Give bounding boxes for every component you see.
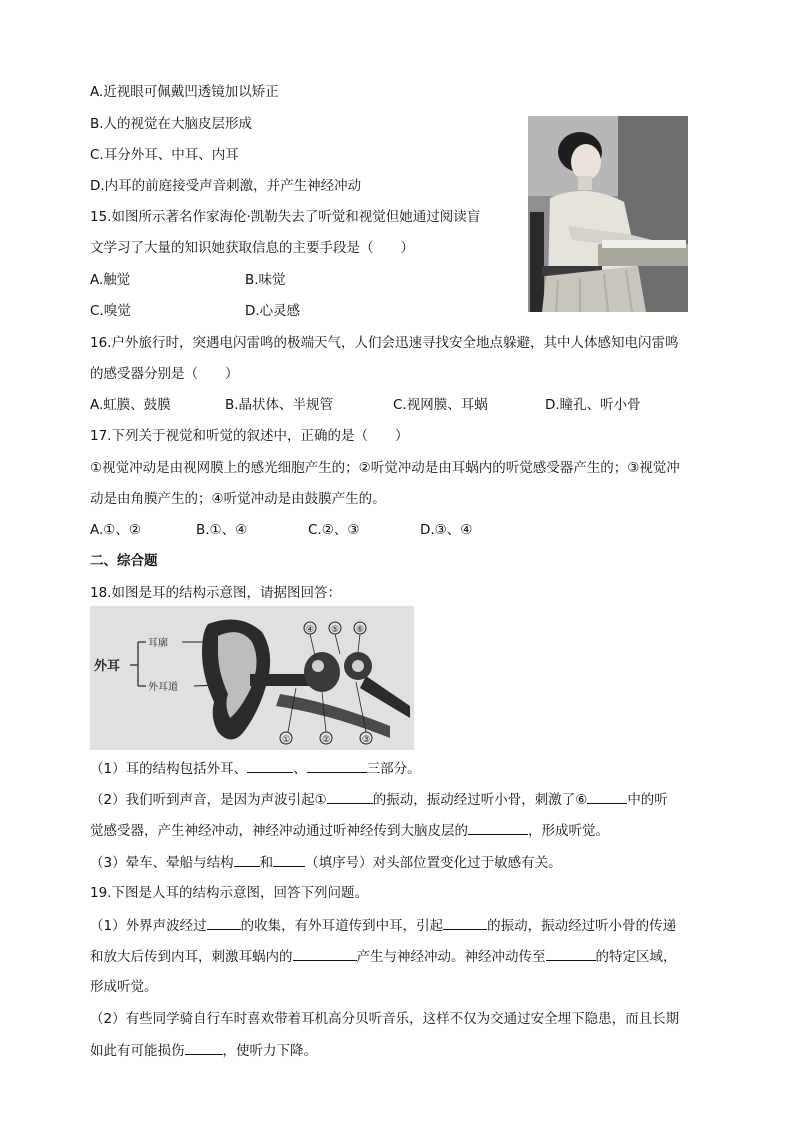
q15-option-a: A.触觉 (90, 272, 131, 288)
q19-part1-text-c: 的振动，振动经过听小骨的传递 (487, 918, 677, 934)
q18-part1-text-b: 、 (293, 761, 307, 777)
q18-part1-text-a: （1）耳的结构包括外耳、 (90, 761, 248, 777)
marker-4: ④ (306, 625, 315, 635)
q14-option-b: B.人的视觉在大脑皮层形成 (90, 116, 253, 132)
q19-part1-text-f: 的特定区域， (595, 949, 677, 965)
q19-part1-line2 (90, 946, 677, 967)
q14-option-c: C.耳分外耳、中耳、内耳 (90, 147, 239, 163)
q18-part2-text-b: 的振动，振动经过听小骨，刺激了⑥ (372, 792, 588, 808)
answer-blank[interactable] (247, 758, 293, 773)
q18-part1 (90, 758, 421, 779)
answer-blank[interactable] (185, 1040, 223, 1055)
q17-option-c: C.②、③ (308, 522, 360, 538)
answer-blank[interactable] (587, 789, 627, 804)
q16-option-c: C.视网膜、耳蜗 (393, 397, 488, 413)
marker-1: ① (282, 735, 291, 745)
ear-diagram-illustration (90, 606, 414, 750)
answer-blank[interactable] (468, 820, 528, 835)
q15-option-d: D.心灵感 (245, 303, 301, 319)
answer-blank[interactable] (307, 758, 367, 773)
answer-blank[interactable] (207, 915, 241, 930)
q17-statement-line2: 动是由角膜产生的；④听觉冲动是由鼓膜产生的。 (90, 491, 386, 507)
q19-stem: 19.下图是人耳的结构示意图，回答下列问题。 (90, 885, 368, 901)
q19-part1-line1 (90, 915, 676, 936)
marker-6: ⑥ (356, 625, 365, 635)
q17-statement-line1: ①视觉冲动是由视网膜上的感光细胞产生的；②听觉冲动是由耳蜗内的听觉感受器产生的；③视觉冲 (90, 460, 680, 476)
outer-ear-label: 外耳 (94, 659, 121, 674)
q18-part3-text-a: （3）晕车、晕船与结构 (90, 855, 234, 871)
q16-option-d: D.瞳孔、听小骨 (545, 397, 641, 413)
q19-part2-text-c: ，使听力下降。 (222, 1043, 317, 1059)
q18-part2-line1 (90, 789, 668, 810)
q18-part3 (90, 852, 562, 873)
pinna-label: 耳廓 (148, 638, 168, 649)
q18-part1-text-c: 三部分。 (366, 761, 421, 777)
ear-canal-label: 外耳道 (148, 682, 178, 693)
q18-stem: 18.如图是耳的结构示意图，请据图回答： (90, 585, 341, 601)
q18-part3-text-c: （填序号）对头部位置变化过于敏感有关。 (305, 855, 562, 871)
q17-option-b: B.①、④ (196, 522, 248, 538)
q15-stem-line2: 文学习了大量的知识她获取信息的主要手段是（ ） (90, 240, 414, 256)
q16-stem-line2: 的感受器分别是（ ） (90, 366, 239, 382)
q14-option-d: D.内耳的前庭接受声音刺激，并产生神经冲动 (90, 178, 362, 194)
q15-stem-line1: 15.如图所示著名作家海伦·凯勒失去了听觉和视觉但她通过阅读盲 (90, 209, 481, 225)
q17-option-a: A.①、② (90, 522, 141, 538)
answer-blank[interactable] (327, 789, 373, 804)
answer-blank[interactable] (443, 915, 487, 930)
q17-stem: 17.下列关于视觉和听觉的叙述中，正确的是（ ） (90, 428, 409, 444)
q16-stem-line1: 16.户外旅行时，突遇电闪雷鸣的极端天气，人们会迅速寻找安全地点躲避，其中人体感知电闪雷鸣 (90, 335, 679, 351)
q18-part2-line2 (90, 820, 609, 841)
marker-5: ⑤ (331, 625, 340, 635)
q16-option-b: B.晶状体、半规管 (225, 397, 334, 413)
q19-part1-text-d: 和放大后传到内耳，刺激耳蜗内的 (90, 949, 293, 965)
helen-keller-illustration (528, 116, 688, 312)
q18-part3-text-b: 和 (259, 855, 274, 871)
answer-blank[interactable] (273, 852, 305, 867)
q19-part1-text-b: 的收集，有外耳道传到中耳，引起 (240, 918, 444, 934)
marker-3: ③ (362, 735, 371, 745)
q19-part2-line1: （2）有些同学骑自行车时喜欢带着耳机高分贝听音乐，这样不仅为交通过安全埋下隐患，而且长期 (90, 1011, 680, 1027)
answer-blank[interactable] (293, 946, 357, 961)
q14-option-a: A.近视眼可佩戴凹透镜加以矫正 (90, 84, 279, 100)
ear-structure-diagram (90, 606, 414, 750)
q19-part1-text-a: （1）外界声波经过 (90, 918, 207, 934)
q16-option-a: A.虹膜、鼓膜 (90, 397, 171, 413)
q19-part2-text-b: 如此有可能损伤 (90, 1043, 185, 1059)
marker-2: ② (322, 735, 331, 745)
q15-option-b: B.味觉 (245, 272, 286, 288)
helen-keller-photo (528, 116, 688, 312)
q19-part2-line2 (90, 1040, 317, 1061)
section-heading: 二、综合题 (90, 553, 158, 569)
q18-part2-text-a: （2）我们听到声音，是因为声波引起① (90, 792, 327, 808)
q19-part1-line3: 形成听觉。 (90, 979, 158, 995)
answer-blank[interactable] (234, 852, 260, 867)
q18-part2-text-c: 中的听 (627, 792, 668, 808)
q17-option-d: D.③、④ (420, 522, 473, 538)
answer-blank[interactable] (546, 946, 596, 961)
q19-part1-text-e: 产生与神经冲动。神经冲动传至 (356, 949, 546, 965)
q18-part2-text-d: 觉感受器，产生神经冲动，神经冲动通过听神经传到大脑皮层的 (90, 823, 468, 839)
q15-option-c: C.嗅觉 (90, 303, 131, 319)
q18-part2-text-e: ，形成听觉。 (528, 823, 609, 839)
